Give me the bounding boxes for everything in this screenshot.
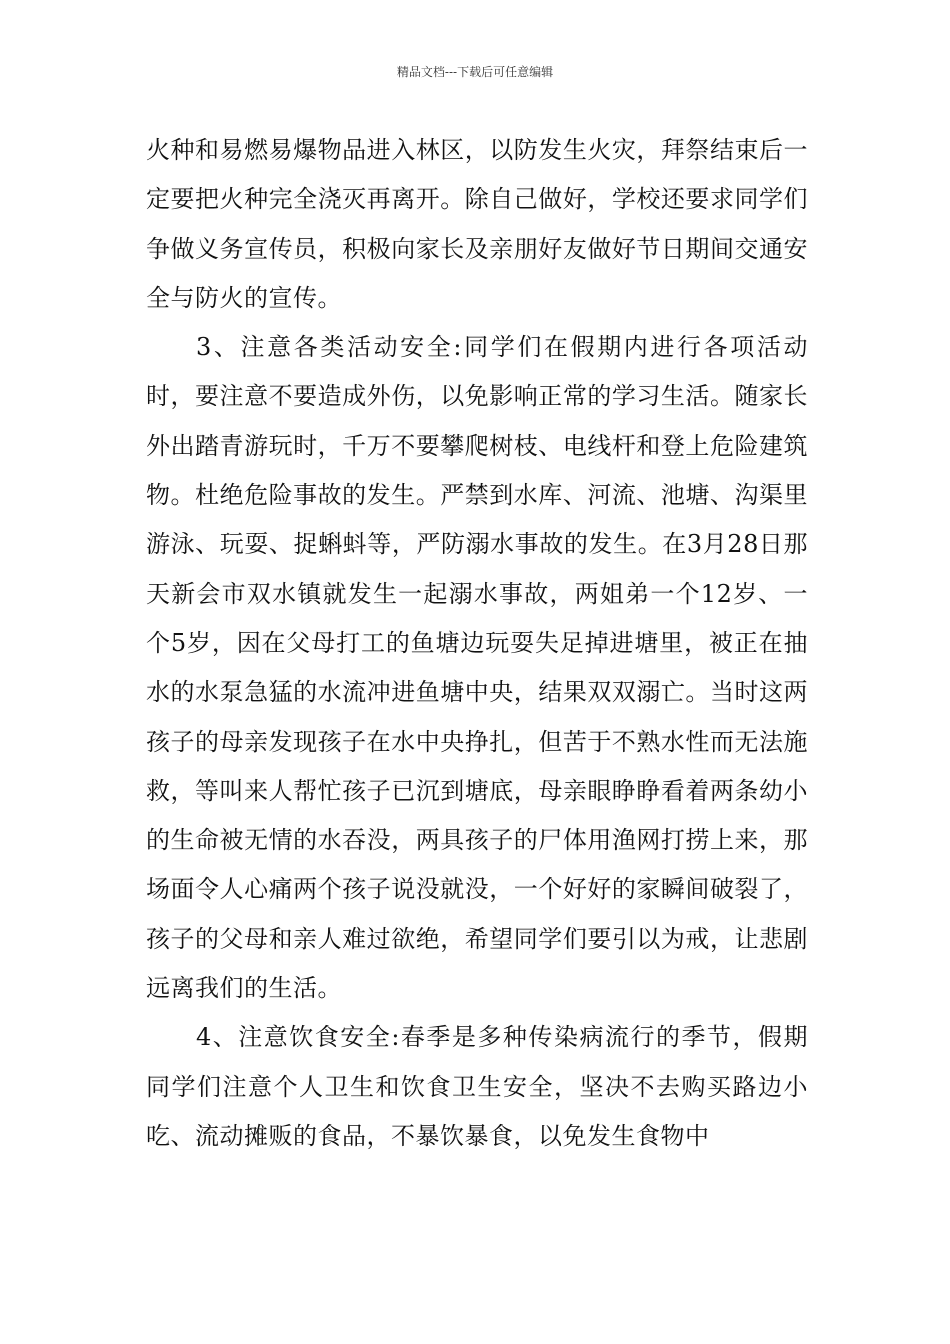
text-line: 日期间交通安全与防火的宣传。 — [146, 234, 809, 312]
paragraph-food-safety — [146, 1013, 808, 1161]
text-line: 两姐弟一个12岁、一个5岁，因在父母打工的鱼塘边玩耍 — [146, 579, 809, 657]
text-line: 两个孩子说没就没，一个好好的家瞬间破裂了，孩子的父 — [146, 875, 809, 953]
text-line: 求同学们争做义务宣传员，积极向家长及亲朋好友做好节 — [146, 185, 809, 263]
text-line: 边小吃、流动摊贩的食品，不暴饮暴食，以免发生食物中 — [146, 1072, 808, 1150]
text-line: 3、注意各类活动安全:同学们在假期内进行各项活动 — [196, 333, 808, 362]
text-line: 母和亲人难过欲绝，希望同学们要引以为戒，让悲剧远离 — [146, 924, 808, 1003]
paragraph-fire-safety — [146, 126, 808, 323]
text-line: 我们的生活。 — [195, 974, 342, 1003]
text-line: 火种和易燃易爆物品进入林区，以防发生火灾，拜祭结束 — [146, 136, 759, 164]
text-line: 时，要注意不要造成外伤，以免影响正常的学习生活。随 — [146, 382, 759, 411]
text-line: 4、注意饮食安全:春季是多种传染病流行的季节，假 — [196, 1023, 784, 1052]
document-body — [146, 126, 808, 1161]
text-line: 吞没，两具孩子的尸体用渔网打捞上来，那场面令人心痛 — [146, 826, 809, 904]
text-line: 池塘、沟渠里游泳、玩耍、捉蝌蚪等，严防溺水事故的发 — [146, 481, 809, 559]
paragraph-activity-safety — [146, 323, 808, 1013]
text-line: 危险建筑物。杜绝危险事故的发生。严禁到水库、河流、 — [146, 431, 809, 510]
text-line: 生。在3月28日那天新会市双水镇就发生一起溺水事故， — [146, 530, 809, 608]
text-line: 央挣扎，但苦于不熟水性而无法施救，等叫来人帮忙孩子 — [146, 727, 809, 805]
text-line: 家长外出踏青游玩时，千万不要攀爬树枝、电线杆和登上 — [146, 382, 809, 460]
text-line: 已沉到塘底，母亲眼睁睁看着两条幼小的生命被无情的水 — [146, 776, 809, 855]
page-header: 精品文档---下载后可任意编辑 — [396, 65, 554, 79]
text-line: 央，结果双双溺亡。当时这两孩子的母亲发现孩子在水中 — [146, 678, 809, 756]
text-line: 期同学们注意个人卫生和饮食卫生安全，坚决不去购买路 — [146, 1023, 808, 1101]
text-line: 后一定要把火种完全浇灭再离开。除自己做好，学校还要 — [146, 136, 809, 214]
text-line: 失足掉进塘里，被正在抽水的水泵急猛的水流冲进鱼塘中 — [146, 628, 808, 707]
